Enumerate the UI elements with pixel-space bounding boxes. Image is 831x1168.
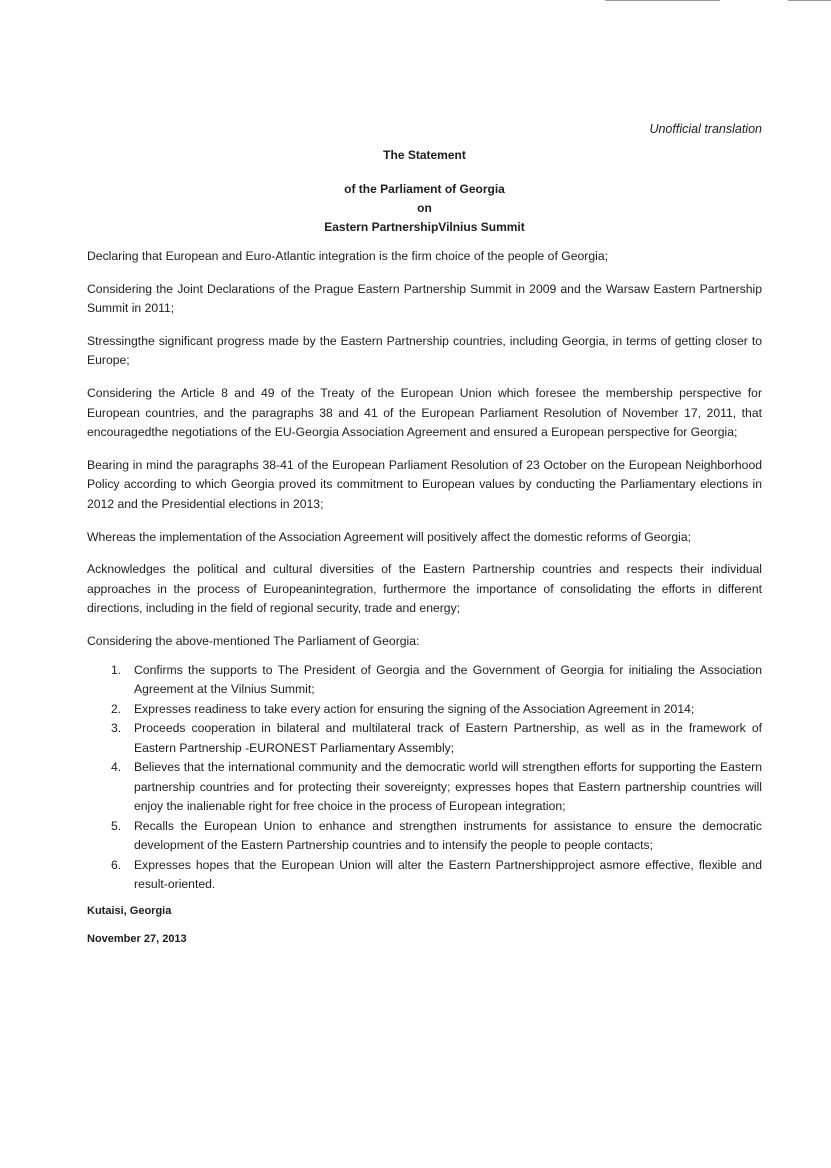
preamble-paragraph: Acknowledges the political and cultural diversities of the Eastern Partnership countries and respects their individual approaches in the process of Europeanintegration, furthermore the importance of consolidating the efforts in different directions, including in the field of regional security, trade and energy;: [87, 562, 762, 616]
list-item-text: Confirms the supports to The President of Georgia and the Government of Georgia for initialing the Association Agreement at the Vilnius Summit;: [134, 662, 762, 696]
resolution-list: [87, 661, 762, 895]
scan-edge-mark: [788, 0, 831, 1]
preamble-paragraph: Considering the Article 8 and 49 of the Treaty of the European Union which foresee the membership perspective for European countries, and the paragraphs 38 and 41 of the European Parliament Resolution of November 17, 2011, that encouragedthe negotiations of the EU-Georgia Association Agreement and ensured a European perspective for Georgia;: [87, 385, 762, 440]
document-subtitle: of the Parliament of Georgia: [344, 182, 505, 196]
list-item: [87, 817, 762, 856]
preamble-paragraph: Considering the above-mentioned The Parliament of Georgia:: [87, 633, 420, 648]
list-item-number: 5.: [111, 818, 122, 833]
list-item: [87, 856, 762, 895]
signing-place: Kutaisi, Georgia: [87, 904, 172, 917]
document-subtitle: on: [417, 201, 432, 215]
preamble-paragraph: Stressingthe significant progress made by the Eastern Partnership countries, including Georgia, in terms of getting closer to Europe;: [87, 333, 762, 368]
document-title: The Statement: [383, 148, 466, 162]
list-item: [87, 719, 762, 758]
document-subtitle: Eastern PartnershipVilnius Summit: [324, 220, 525, 234]
signing-date: November 27, 2013: [87, 932, 187, 945]
list-item-text: Expresses hopes that the European Union will alter the Eastern Partnershipproject asmore effective, flexible and result-oriented.: [134, 857, 762, 891]
list-item-number: 3.: [111, 721, 122, 735]
document-page: [87, 120, 762, 958]
list-item-number: 6.: [111, 857, 122, 872]
preamble-paragraph: Declaring that European and Euro-Atlantic integration is the firm choice of the people of Georgia;: [87, 249, 608, 263]
list-item: [87, 700, 762, 720]
preamble-paragraph: Considering the Joint Declarations of the Prague Eastern Partnership Summit in 2009 and the Warsaw Eastern Partnership Summit in 2011;: [87, 281, 762, 316]
list-item-number: 4.: [111, 760, 122, 774]
list-item-text: Expresses readiness to take every action for ensuring the signing of the Association Agreement in 2014;: [134, 701, 695, 716]
list-item: [87, 661, 762, 700]
preamble-paragraph: Bearing in mind the paragraphs 38-41 of the European Parliament Resolution of 23 October on the European Neighborhood Policy according to which Georgia proved its commitment to European values by conducting the Parliamentary elections in 2012 and the Presidential elections in 2013;: [87, 457, 762, 511]
list-item-text: Recalls the European Union to enhance and strengthen instruments for assistance to ensure the democratic development of the Eastern Partnership countries and to intensify the people to people contacts;: [134, 818, 762, 852]
scan-edge-mark: [605, 0, 720, 1]
list-item-number: 1.: [111, 662, 122, 677]
preamble-paragraph: Whereas the implementation of the Association Agreement will positively affect the domestic reforms of Georgia;: [87, 529, 692, 544]
list-item-number: 2.: [111, 701, 122, 716]
list-item-text: Believes that the international community and the democratic world will strengthen efforts for supporting the Eastern partnership countries and for protecting their sovereignty; expresses hopes that Eastern partnership countries will enjoy the inalienable right for free choice in the process of European integration;: [134, 760, 762, 813]
list-item: [87, 758, 762, 817]
list-item-text: Proceeds cooperation in bilateral and multilateral track of Eastern Partnership, as well as in the framework of Eastern Partnership -EURONEST Parliamentary Assembly;: [134, 721, 762, 755]
translation-note: Unofficial translation: [649, 122, 762, 136]
